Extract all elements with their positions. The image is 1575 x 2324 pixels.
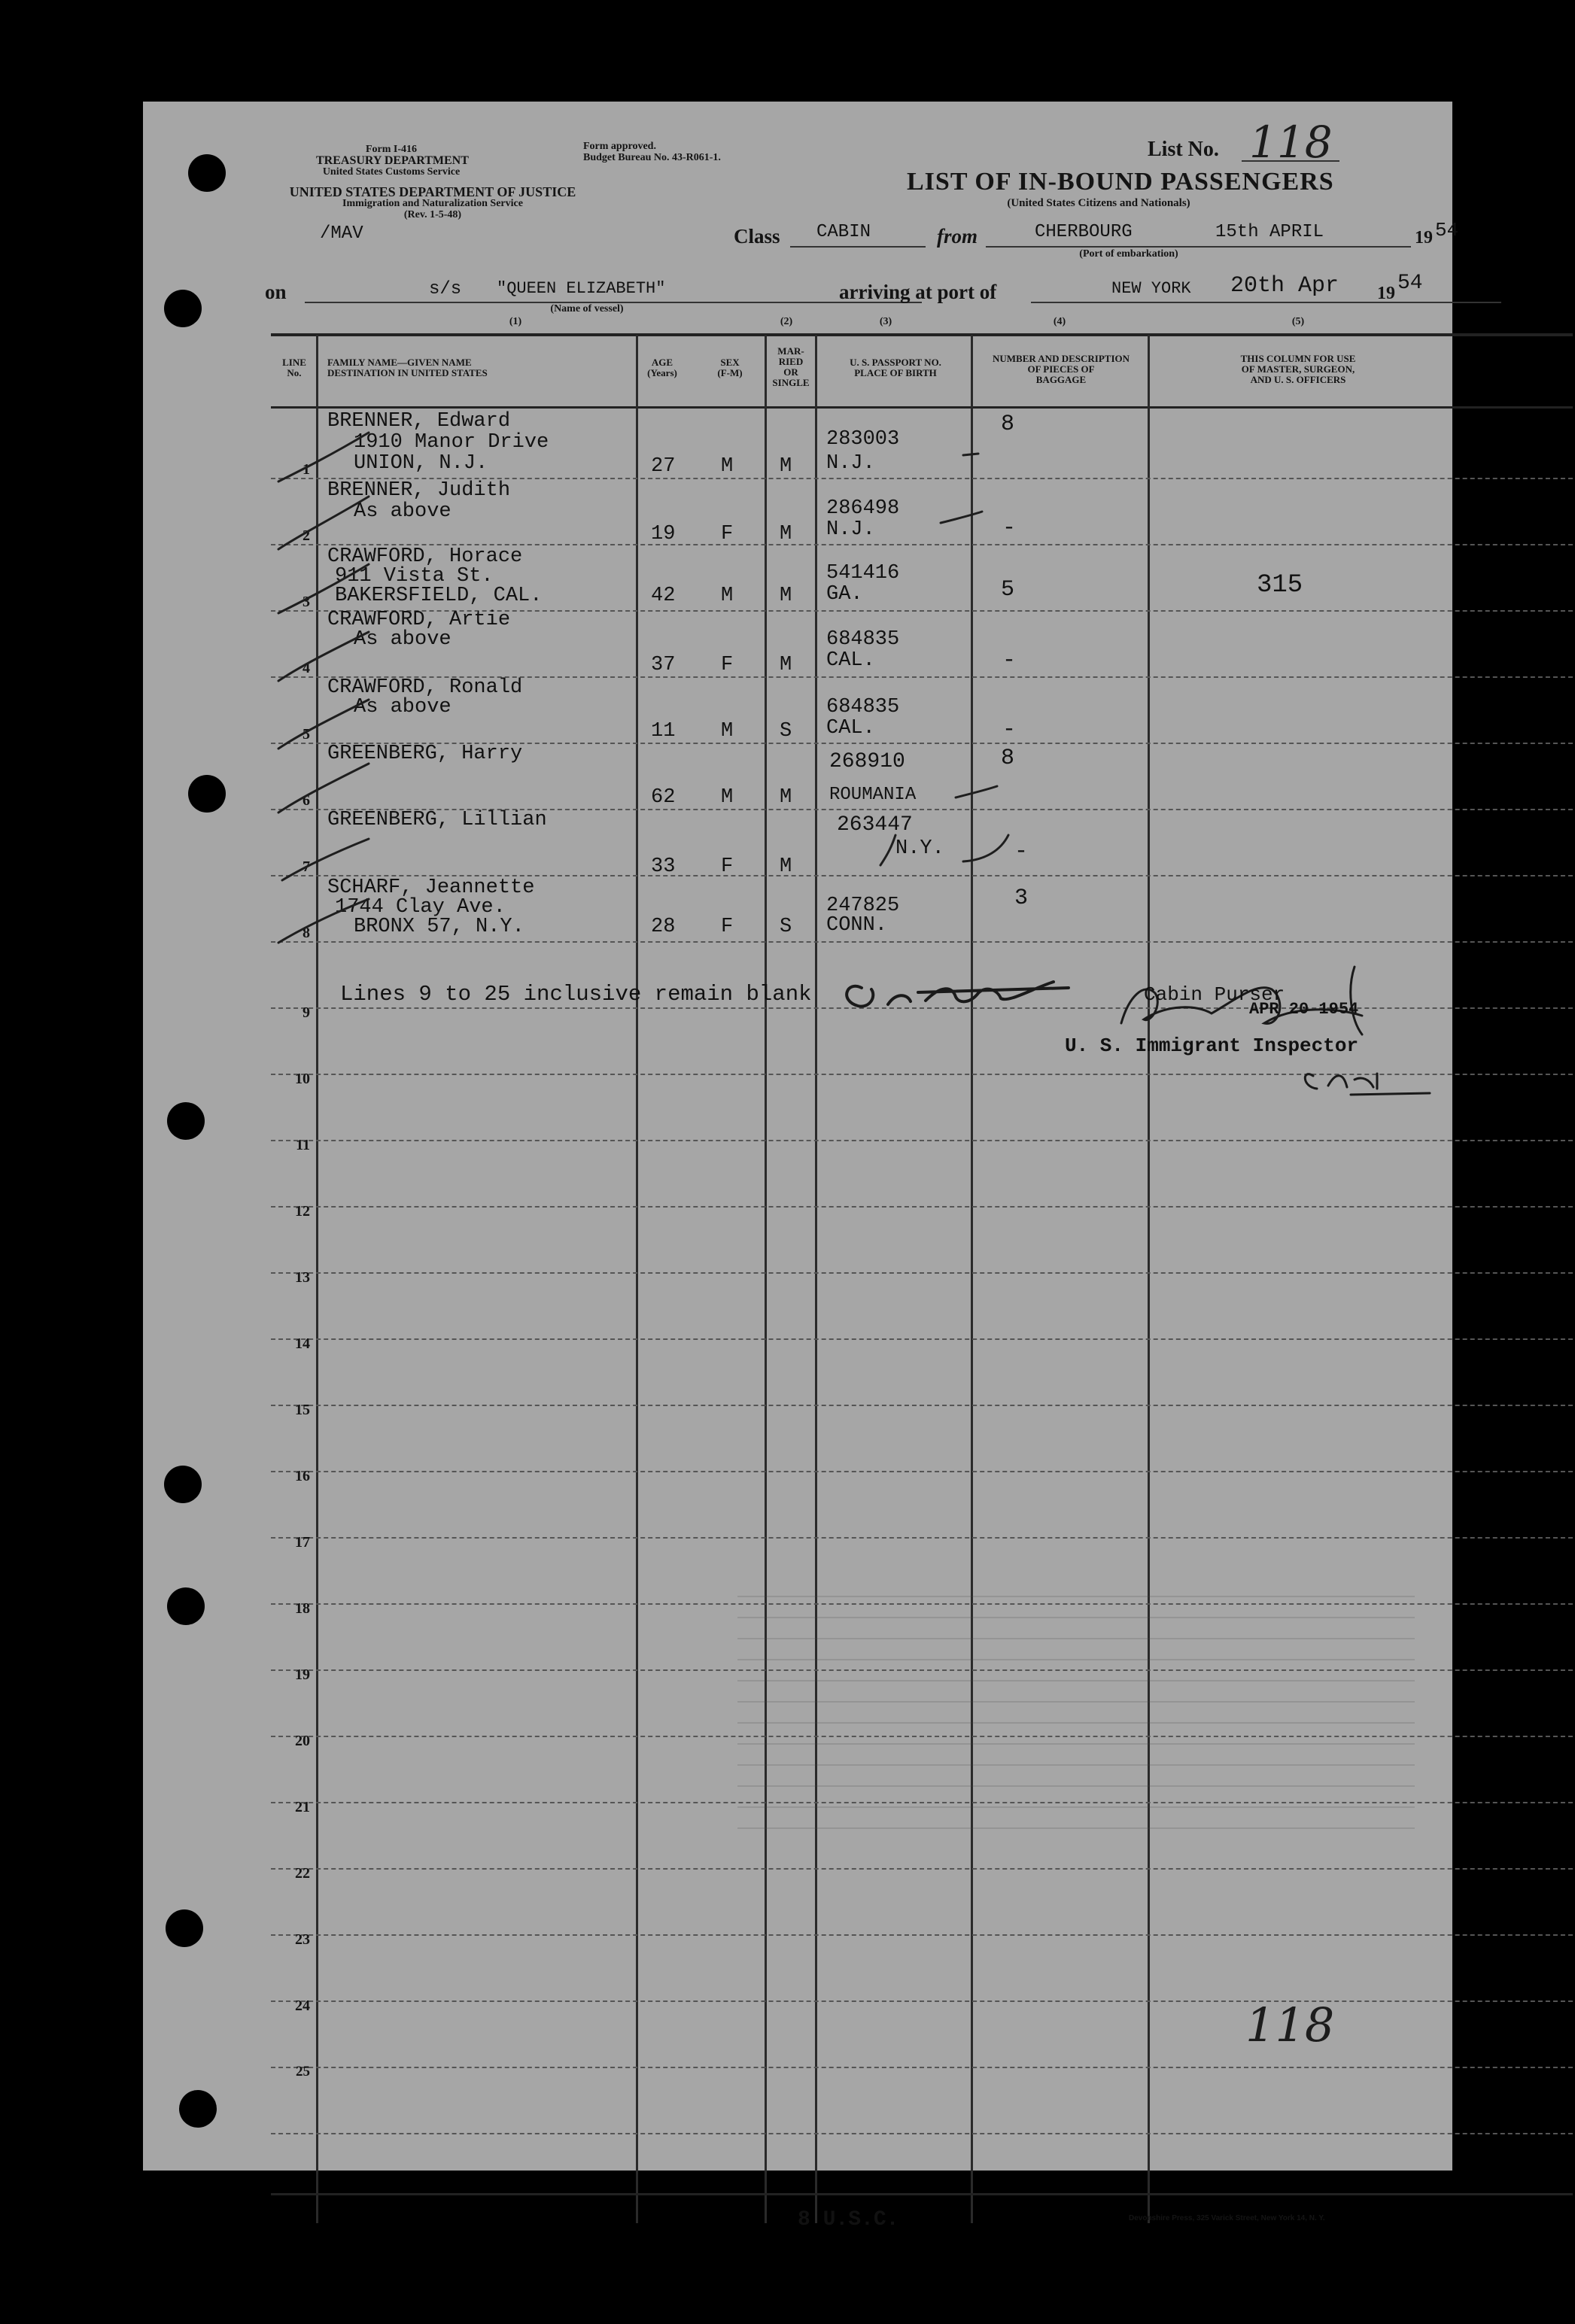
passenger-name: CRAWFORD, Ronald xyxy=(327,676,523,699)
col-head-married-1: MAR- xyxy=(777,345,804,357)
stamp-date: APR 20 1954 xyxy=(1249,1000,1359,1019)
passenger-sex: F xyxy=(721,855,734,878)
printer-imprint: Devonshire Press, 325 Varick Street, New York 14, N. Y. xyxy=(1129,2214,1325,2222)
col-head-name-1: FAMILY NAME—GIVEN NAME xyxy=(327,357,472,368)
baggage-count: - xyxy=(1002,717,1017,743)
passenger-name: CRAWFORD, Horace xyxy=(327,545,523,568)
col-head-sex-2: (F-M) xyxy=(717,367,743,378)
check-mark xyxy=(278,564,369,613)
statute-code: 8 U.S.C. xyxy=(798,2208,899,2231)
tick-mark xyxy=(941,512,982,523)
row-number: 13 xyxy=(295,1269,310,1286)
row-number: 9 xyxy=(303,1004,310,1021)
row-number: 23 xyxy=(295,1931,310,1948)
row-number: 25 xyxy=(296,2064,310,2079)
vessel-note: (Name of vessel) xyxy=(550,303,624,314)
col-head-line-1: LINE xyxy=(282,357,306,368)
row-number: 12 xyxy=(295,1203,310,1220)
baggage-count: - xyxy=(1014,839,1029,864)
baggage-count: - xyxy=(1002,648,1017,673)
col-head-name-2: DESTINATION IN UNITED STATES xyxy=(327,367,488,378)
passport-number: 263447 xyxy=(837,813,913,837)
col-head-married-4: SINGLE xyxy=(772,377,810,388)
col-head-passport-1: U. S. PASSPORT NO. xyxy=(850,357,941,368)
passenger-address: As above xyxy=(354,500,452,523)
customs-line: United States Customs Service xyxy=(322,166,461,178)
passport-number: 286498 xyxy=(826,497,900,520)
form-id: Form I-416 xyxy=(365,144,418,155)
from-label: from xyxy=(937,225,978,248)
passport-number: 541416 xyxy=(826,562,900,585)
row-number: 14 xyxy=(295,1335,310,1352)
col-number-3: (3) xyxy=(879,316,892,327)
row-number: 5 xyxy=(303,726,310,743)
mav-code: /MAV xyxy=(320,223,363,244)
class-value: CABIN xyxy=(816,222,871,242)
row-number: 3 xyxy=(303,594,310,610)
list-no-label: List No. xyxy=(1148,138,1219,161)
baggage-count: - xyxy=(1002,515,1017,541)
page-title: LIST OF IN-BOUND PASSENGERS xyxy=(907,168,1334,196)
col-head-officers-1: THIS COLUMN FOR USE xyxy=(1240,353,1356,364)
passenger-address: 911 Vista St. xyxy=(335,565,494,588)
birthplace: CONN. xyxy=(826,914,888,937)
purser-signature xyxy=(847,982,1069,1007)
check-mark xyxy=(282,839,369,880)
row-number: 24 xyxy=(295,1997,310,2014)
passenger-age: 19 xyxy=(651,523,676,545)
blank-lines-note: Lines 9 to 25 inclusive remain blank xyxy=(340,982,812,1007)
check-mark xyxy=(278,899,369,943)
passenger-sex: M xyxy=(721,455,734,478)
passport-number: 684835 xyxy=(826,628,900,651)
row-number: 16 xyxy=(295,1468,310,1484)
passenger-marital: M xyxy=(780,455,792,478)
ship-name: "QUEEN ELIZABETH" xyxy=(497,279,666,298)
passenger-destination: BAKERSFIELD, CAL. xyxy=(335,585,543,607)
passenger-name: CRAWFORD, Artie xyxy=(327,609,511,631)
row-number: 11 xyxy=(296,1137,310,1153)
row-number: 7 xyxy=(303,858,310,875)
col-head-baggage-2: OF PIECES OF xyxy=(1027,363,1095,375)
col-head-baggage-3: BAGGAGE xyxy=(1035,374,1087,385)
binder-hole xyxy=(164,1466,202,1503)
col-number-2: (2) xyxy=(780,316,793,327)
class-label: Class xyxy=(734,225,780,248)
passenger-marital: S xyxy=(780,720,792,743)
row-number: 1 xyxy=(303,461,310,478)
binder-hole xyxy=(164,290,202,327)
row-number: 20 xyxy=(295,1733,310,1749)
passenger-address: 1744 Clay Ave. xyxy=(335,896,506,919)
baggage-count: 3 xyxy=(1014,886,1029,911)
row-number: 6 xyxy=(303,792,310,809)
birthplace: N.J. xyxy=(826,518,875,541)
bleed-through-area xyxy=(737,1576,1415,1847)
binder-hole xyxy=(166,1909,203,1947)
embark-year-prefix: 19 xyxy=(1415,228,1433,248)
list-number: 118 xyxy=(1249,117,1333,168)
initials-mark xyxy=(1305,1074,1430,1095)
check-mark xyxy=(278,632,369,681)
officer-note: 315 xyxy=(1257,571,1303,600)
passenger-sex: M xyxy=(721,786,734,809)
passenger-age: 33 xyxy=(651,855,676,878)
arrival-year-prefix: 19 xyxy=(1377,284,1395,303)
passenger-marital: M xyxy=(780,786,792,809)
port-value: NEW YORK xyxy=(1111,279,1191,298)
arrival-year: 54 xyxy=(1397,272,1423,295)
passenger-age: 28 xyxy=(651,916,676,938)
birthplace: ROUMANIA xyxy=(829,785,917,805)
birthplace: CAL. xyxy=(826,717,875,740)
row-number: 18 xyxy=(295,1600,310,1617)
passenger-marital: M xyxy=(780,855,792,878)
tick-mark xyxy=(963,454,978,455)
purser-title: Cabin Purser xyxy=(1144,983,1285,1006)
passport-number: 268910 xyxy=(829,750,905,773)
col-head-age-1: AGE xyxy=(651,357,673,368)
birthplace: N.Y. xyxy=(895,837,944,860)
row-number: 19 xyxy=(295,1666,310,1683)
passenger-sex: F xyxy=(721,916,734,938)
passenger-sex: F xyxy=(721,523,734,545)
dept-justice-line: UNITED STATES DEPARTMENT OF JUSTICE xyxy=(289,184,576,199)
passenger-name: GREENBERG, Lillian xyxy=(327,809,547,831)
binder-hole xyxy=(188,154,226,192)
baggage-count: 8 xyxy=(1001,412,1015,437)
passport-number: 684835 xyxy=(826,696,900,718)
check-mark xyxy=(278,433,369,482)
baggage-count: 8 xyxy=(1001,746,1015,771)
row-number: 10 xyxy=(295,1071,310,1087)
row-number: 2 xyxy=(303,527,310,544)
treasury-line: TREASURY DEPARTMENT xyxy=(316,154,469,167)
passenger-sex: F xyxy=(721,654,734,676)
passenger-address: As above xyxy=(354,628,452,651)
col-head-passport-2: PLACE OF BIRTH xyxy=(854,367,937,378)
binder-hole xyxy=(188,775,226,813)
inspector-title: U. S. Immigrant Inspector xyxy=(1065,1034,1359,1057)
passenger-address: As above xyxy=(354,696,452,718)
col-number-4: (4) xyxy=(1053,316,1066,327)
passenger-name: BRENNER, Judith xyxy=(327,479,511,502)
check-mark xyxy=(278,764,369,813)
arrival-date: 20th Apr xyxy=(1230,273,1339,299)
passport-number: 283003 xyxy=(826,428,900,451)
passenger-sex: M xyxy=(721,720,734,743)
col-head-officers-2: OF MASTER, SURGEON, xyxy=(1241,363,1355,375)
passenger-name: BRENNER, Edward xyxy=(327,410,511,433)
passenger-age: 27 xyxy=(651,455,676,478)
table-bottom-border xyxy=(271,2193,1573,2195)
check-mark xyxy=(278,497,369,549)
passenger-marital: M xyxy=(780,585,792,607)
birthplace: N.J. xyxy=(826,452,875,475)
arriving-label: arriving at port of xyxy=(839,281,997,303)
passenger-age: 37 xyxy=(651,654,676,676)
passenger-name: SCHARF, Jeannette xyxy=(327,876,535,899)
row-number: 17 xyxy=(295,1534,310,1551)
form-page xyxy=(143,102,1459,2231)
passenger-address: 1910 Manor Drive xyxy=(354,431,549,454)
passenger-marital: M xyxy=(780,654,792,676)
col-number-5: (5) xyxy=(1291,316,1305,327)
passenger-age: 11 xyxy=(651,720,676,743)
ship-prefix: s/s xyxy=(429,279,462,299)
col-head-sex-1: SEX xyxy=(720,357,740,368)
budget-bureau-line: Budget Bureau No. 43-R061-1. xyxy=(583,152,721,163)
col-number-1: (1) xyxy=(509,316,522,327)
passenger-marital: S xyxy=(780,916,792,938)
baggage-count: 5 xyxy=(1001,577,1015,603)
passenger-destination: UNION, N.J. xyxy=(354,452,488,475)
from-value: CHERBOURG xyxy=(1035,222,1133,242)
approval-line: Form approved. xyxy=(583,141,656,152)
tick-mark xyxy=(956,786,997,797)
passenger-age: 62 xyxy=(651,786,676,809)
row-number: 22 xyxy=(295,1865,310,1882)
embark-note: (Port of embarkation) xyxy=(1079,248,1178,260)
page-subtitle: (United States Citizens and Nationals) xyxy=(1007,197,1190,209)
passenger-sex: M xyxy=(721,585,734,607)
row-number: 8 xyxy=(303,925,310,941)
row-number: 4 xyxy=(303,660,310,676)
col-head-officers-3: AND U. S. OFFICERS xyxy=(1250,374,1346,385)
binder-hole xyxy=(179,2090,217,2128)
check-mark xyxy=(278,700,369,749)
ins-line: Immigration and Naturalization Service xyxy=(342,198,523,209)
binder-hole xyxy=(167,1102,205,1140)
birthplace: GA. xyxy=(826,583,863,606)
row-number: 15 xyxy=(295,1402,310,1418)
passenger-age: 42 xyxy=(651,585,676,607)
col-head-age-2: (Years) xyxy=(647,367,677,378)
col-head-baggage-1: NUMBER AND DESCRIPTION xyxy=(992,353,1130,364)
binder-hole xyxy=(167,1587,205,1625)
check-marks-overlay xyxy=(143,102,1452,2171)
passenger-marital: M xyxy=(780,523,792,545)
col-head-married-2: RIED xyxy=(778,356,804,367)
embark-date: 15th APRIL xyxy=(1215,222,1324,242)
passenger-name: GREENBERG, Harry xyxy=(327,743,523,765)
on-label: on xyxy=(265,281,287,303)
passport-number: 247825 xyxy=(826,895,900,917)
row-number: 21 xyxy=(295,1799,310,1815)
bottom-handwritten-number: 118 xyxy=(1245,1997,1335,2052)
embark-year: 54 xyxy=(1435,219,1459,242)
row7-pen-mark xyxy=(880,835,895,865)
birthplace: CAL. xyxy=(826,649,875,672)
col-head-line-2: No. xyxy=(287,367,302,378)
col-head-married-3: OR xyxy=(783,366,798,378)
revision-line: (Rev. 1-5-48) xyxy=(403,209,462,220)
passenger-destination: BRONX 57, N.Y. xyxy=(354,916,524,938)
tick-mark xyxy=(963,835,1008,861)
